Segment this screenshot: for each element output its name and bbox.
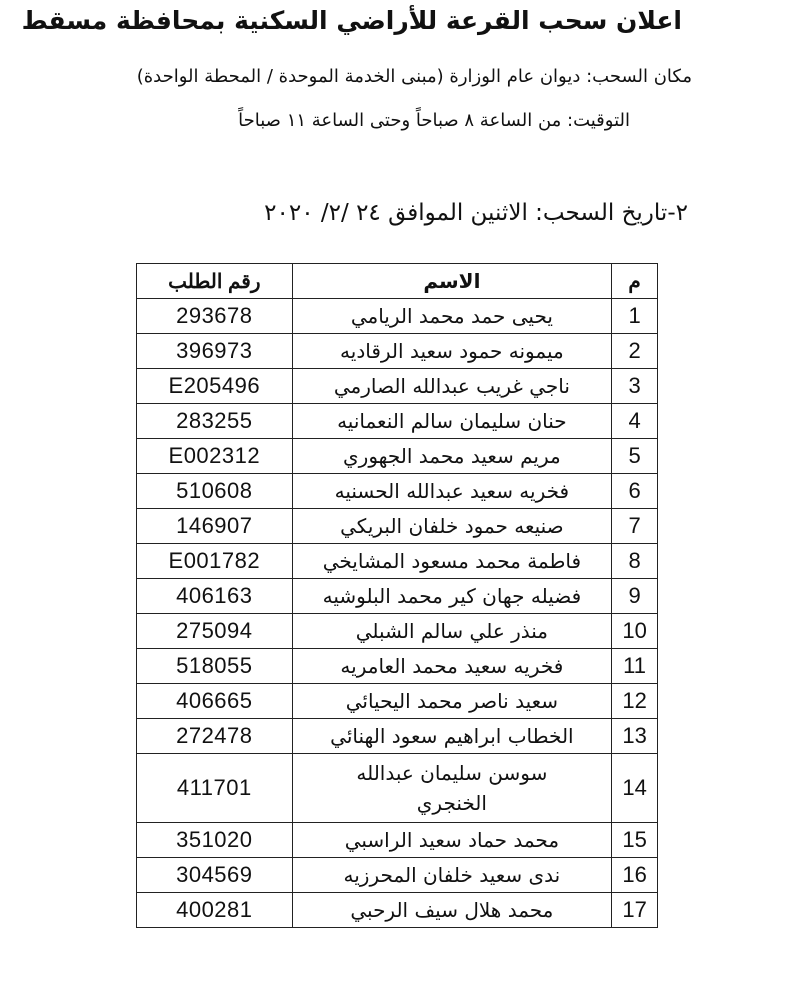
row-name [292, 509, 612, 544]
table-row [137, 299, 658, 334]
table-row [137, 334, 658, 369]
row-number: 2 [612, 334, 658, 369]
row-name-text: ناجي غريب عبدالله الصارمي [333, 374, 570, 398]
row-number: 8 [612, 544, 658, 579]
row-application-number: 272478 [137, 719, 293, 754]
row-application-number: 406163 [137, 579, 293, 614]
page-title: اعلان سحب القرعة للأراضي السكنية بمحافظة مسقط [21, 6, 682, 35]
row-number: 9 [612, 579, 658, 614]
row-number: 17 [612, 893, 658, 928]
draw-location: مكان السحب: ديوان عام الوزارة (مبنى الخدمة الموحدة / المحطة الواحدة) [136, 66, 692, 87]
row-name-text: فاطمة محمد مسعود المشايخي [322, 549, 582, 573]
row-name-text: الخطاب ابراهيم سعود الهنائي [330, 724, 574, 748]
table-row [137, 579, 658, 614]
row-number: 3 [612, 369, 658, 404]
row-name-text: فضيله جهان كير محمد البلوشيه [322, 584, 582, 608]
table-row [137, 544, 658, 579]
row-name [292, 649, 612, 684]
row-name [292, 684, 612, 719]
table-row [137, 509, 658, 544]
draw-results-table [136, 263, 658, 928]
row-number: 13 [612, 719, 658, 754]
row-name-text: مريم سعيد محمد الجهوري [343, 444, 561, 468]
row-name-text: سعيد ناصر محمد اليحيائي [345, 689, 559, 713]
row-number: 1 [612, 299, 658, 334]
row-name-text: حنان سليمان سالم النعمانيه [337, 409, 567, 433]
table-row [137, 719, 658, 754]
row-name [292, 754, 612, 823]
row-name-text: سوسن سليمان عبدالله الخنجري [356, 761, 548, 815]
row-name-text: ميمونه حمود سعيد الرقاديه [340, 339, 564, 363]
table-row [137, 823, 658, 858]
row-name [292, 823, 612, 858]
row-number: 10 [612, 614, 658, 649]
row-name [292, 858, 612, 893]
row-application-number: E001782 [137, 544, 293, 579]
row-application-number: 406665 [137, 684, 293, 719]
row-name [292, 719, 612, 754]
row-name-text: منذر علي سالم الشبلي [355, 619, 549, 643]
row-number: 6 [612, 474, 658, 509]
row-application-number: E002312 [137, 439, 293, 474]
table-header-row [137, 264, 658, 299]
row-number: 4 [612, 404, 658, 439]
row-name-text: فخريه سعيد عبدالله الحسنيه [334, 479, 570, 503]
table-row [137, 474, 658, 509]
row-name-text: ندى سعيد خلفان المحرزيه [343, 863, 561, 887]
row-application-number: 510608 [137, 474, 293, 509]
table-row [137, 369, 658, 404]
header-application-number: رقم الطلب [137, 264, 293, 299]
row-application-number: 351020 [137, 823, 293, 858]
row-name [292, 474, 612, 509]
row-application-number: 400281 [137, 893, 293, 928]
table-row [137, 614, 658, 649]
row-name-text: محمد هلال سيف الرحبي [350, 898, 554, 922]
row-application-number: 146907 [137, 509, 293, 544]
table-row [137, 754, 658, 823]
header-number: م [612, 264, 658, 299]
row-name [292, 334, 612, 369]
table-row [137, 684, 658, 719]
draw-time: التوقيت: من الساعة ٨ صباحاً وحتى الساعة ١١ صباحاً [238, 110, 630, 131]
table-row [137, 858, 658, 893]
row-number: 11 [612, 649, 658, 684]
row-name [292, 369, 612, 404]
row-application-number: 293678 [137, 299, 293, 334]
row-name [292, 579, 612, 614]
draw-date: ٢-تاريخ السحب: الاثنين الموافق ٢٤ /٢/ ٢٠٢٠ [264, 200, 688, 226]
table-row [137, 439, 658, 474]
row-application-number: E205496 [137, 369, 293, 404]
header-name: الاسم [292, 264, 612, 299]
table-row [137, 893, 658, 928]
row-application-number: 283255 [137, 404, 293, 439]
table-row [137, 649, 658, 684]
row-name [292, 299, 612, 334]
row-name [292, 439, 612, 474]
row-application-number: 275094 [137, 614, 293, 649]
row-number: 5 [612, 439, 658, 474]
row-name-text: يحيى حمد محمد الريامي [350, 304, 553, 328]
table-row [137, 404, 658, 439]
row-number: 15 [612, 823, 658, 858]
row-application-number: 411701 [137, 754, 293, 823]
row-number: 14 [612, 754, 658, 823]
row-name [292, 544, 612, 579]
row-name-text: محمد حماد سعيد الراسبي [344, 828, 560, 852]
row-application-number: 518055 [137, 649, 293, 684]
row-name [292, 614, 612, 649]
table-body [137, 299, 658, 928]
row-name-text: صنيعه حمود خلفان البريكي [340, 514, 564, 538]
row-name-text: فخريه سعيد محمد العامريه [340, 654, 564, 678]
row-application-number: 396973 [137, 334, 293, 369]
row-number: 7 [612, 509, 658, 544]
row-number: 12 [612, 684, 658, 719]
row-application-number: 304569 [137, 858, 293, 893]
row-name [292, 404, 612, 439]
row-number: 16 [612, 858, 658, 893]
row-name [292, 893, 612, 928]
